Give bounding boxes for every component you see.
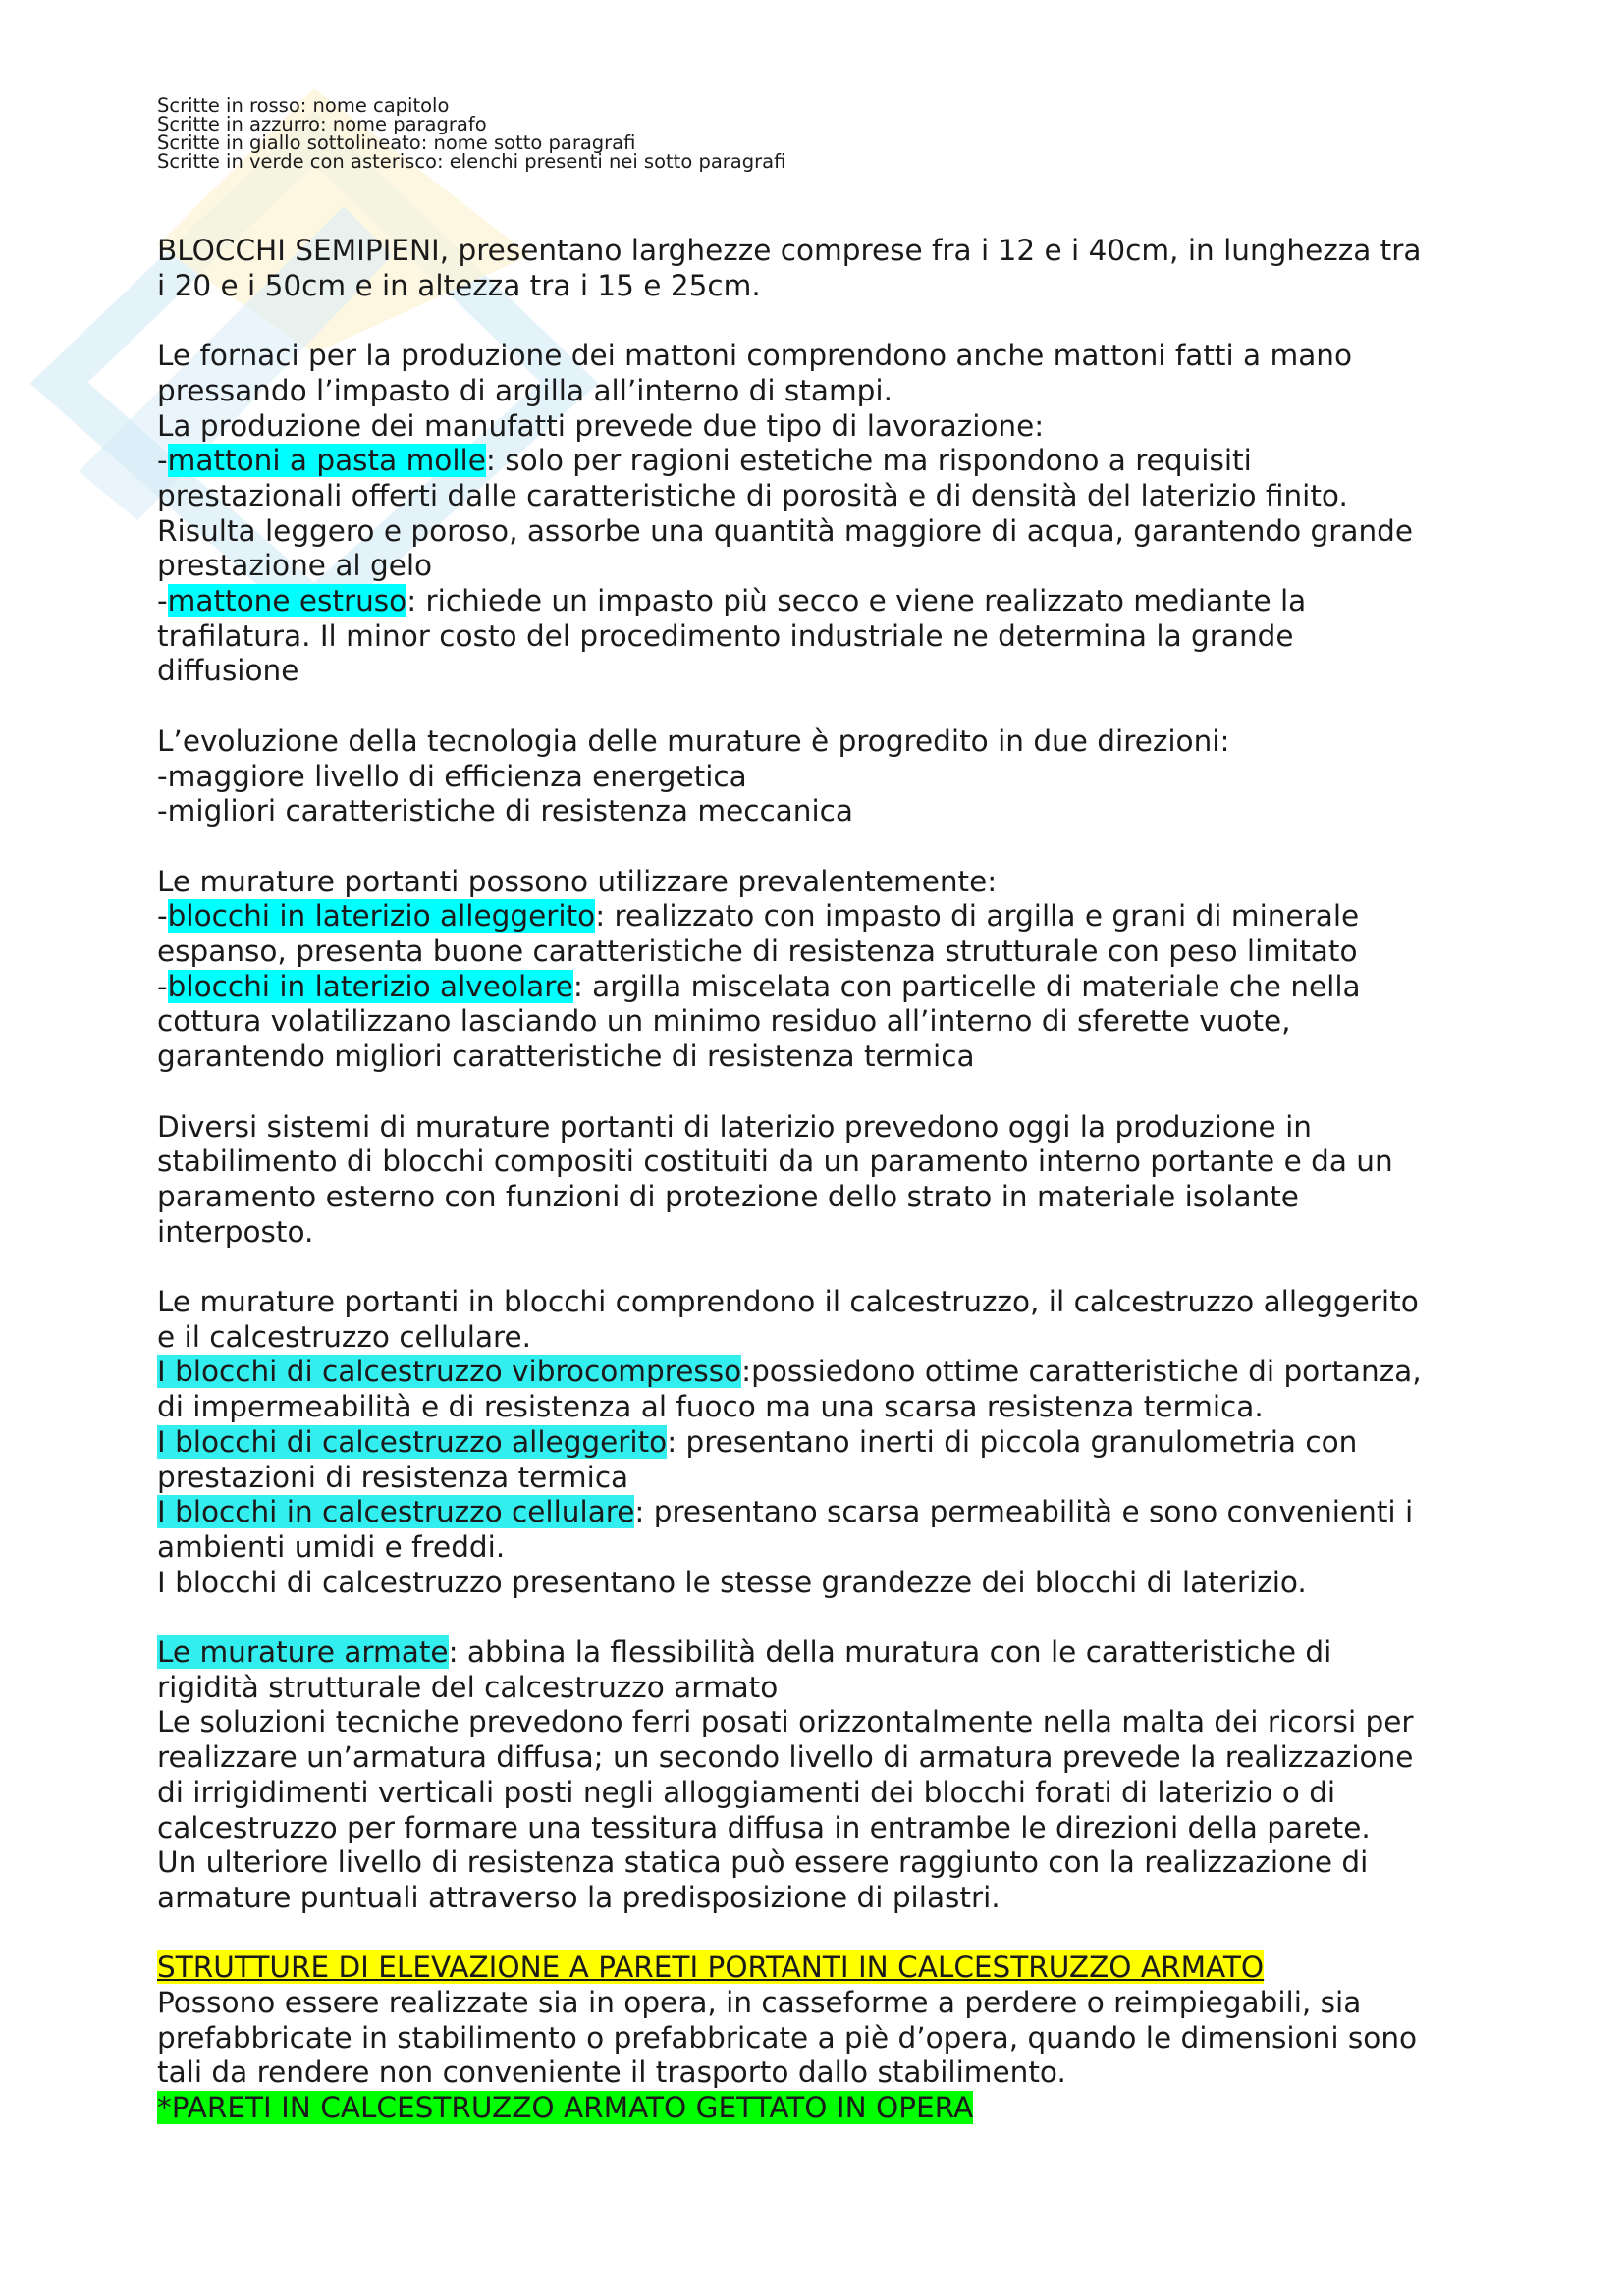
text-line: I blocchi di calcestruzzo alleggerito: presentano inerti di piccola granulometria con: [157, 1424, 1358, 1459]
legend-line-blue: Scritte in azzurro: nome paragrafo: [157, 113, 487, 135]
paragraph-highlight-cls-alleggerito: I blocchi di calcestruzzo alleggerito: [157, 1424, 668, 1459]
text-line: calcestruzzo per formare una tessitura diffusa in entrambe le direzioni della parete.: [157, 1810, 1371, 1844]
text-line: I blocchi in calcestruzzo cellulare: presentano scarsa permeabilità e sono convenienti i: [157, 1495, 1414, 1529]
text-line: i 20 e i 50cm e in altezza tra i 15 e 25cm.: [157, 268, 761, 302]
text-line: [157, 1950, 1532, 1986]
paragraph-highlight-vibrocompresso: I blocchi di calcestruzzo vibrocompresso: [157, 1355, 742, 1389]
paragraph-highlight-alveolare: blocchi in laterizio alveolare: [167, 969, 573, 1003]
color-legend: [157, 96, 785, 171]
text-line: Le murature portanti in blocchi comprendono il calcestruzzo, il calcestruzzo alleggerito: [157, 1285, 1419, 1319]
text-line: Un ulteriore livello di resistenza statica può essere raggiunto con la realizzazione di: [157, 1845, 1369, 1880]
text-line: BLOCCHI SEMIPIENI, presentano larghezze comprese fra i 12 e i 40cm, in lunghezza tra: [157, 234, 1422, 267]
paragraph-highlight-estruso: mattone estruso: [167, 584, 407, 618]
text-line: -migliori caratteristiche di resistenza meccanica: [157, 794, 853, 828]
section-murature-portanti: [157, 865, 1532, 1075]
text-line: prestazione al gelo: [157, 549, 433, 583]
text-line: garantendo migliori caratteristiche di resistenza termica: [157, 1040, 975, 1074]
text-line: rigidità strutturale del calcestruzzo armato: [157, 1670, 779, 1704]
text-line: ambienti umidi e freddi.: [157, 1529, 506, 1564]
section-fornaci: [157, 339, 1532, 689]
text-line: diffusione: [157, 654, 299, 688]
text-line: realizzare un’armatura diffusa; un secondo livello di armatura prevede la realizzazione: [157, 1740, 1414, 1775]
text-line: Risulta leggero e poroso, assorbe una quantità maggiore di acqua, garantendo grande: [157, 513, 1414, 548]
text-line: di irrigidimenti verticali posti negli alloggiamenti dei blocchi forati di laterizio o di: [157, 1775, 1336, 1809]
text-line: prestazioni di resistenza termica: [157, 1460, 629, 1494]
text-line: trafilatura. Il minor costo del procedimento industriale ne determina la grande: [157, 618, 1294, 653]
section-sistemi: [157, 1110, 1532, 1251]
text-line: cottura volatilizzano lasciando un minimo residuo all’interno di sferette vuote,: [157, 1004, 1291, 1039]
paragraph-highlight-murature-armate: Le murature armate: [157, 1635, 449, 1670]
text-line: espanso, presenta buone caratteristiche di resistenza strutturale con peso limitato: [157, 934, 1358, 969]
paragraph-highlight-cellulare: I blocchi in calcestruzzo cellulare: [157, 1495, 635, 1529]
section-blocchi-semipieni: [157, 234, 1532, 303]
paragraph-highlight-pasta-molle: mattoni a pasta molle: [167, 444, 486, 478]
text-line: e il calcestruzzo cellulare.: [157, 1319, 532, 1354]
text-line: -blocchi in laterizio alleggerito: realizzato con impasto di argilla e grani di minerale: [157, 899, 1360, 934]
text-line: Le murature portanti possono utilizzare prevalentemente:: [157, 864, 998, 898]
text-line: -mattone estruso: richiede un impasto più secco e viene realizzato mediante la: [157, 584, 1307, 618]
section-calcestruzzo: [157, 1285, 1532, 1600]
text-line: La produzione dei manufatti prevede due tipo di lavorazione:: [157, 408, 1045, 443]
section-evoluzione: [157, 724, 1532, 829]
text-line: interposto.: [157, 1214, 314, 1249]
text-line: Possono essere realizzate sia in opera, in casseforme a perdere o reimpiegabili, sia: [157, 1986, 1362, 2020]
text-line: I blocchi di calcestruzzo presentano le stesse grandezze dei blocchi di laterizio.: [157, 1565, 1307, 1599]
text-line: -mattoni a pasta molle: solo per ragioni estetiche ma rispondono a requisiti: [157, 444, 1252, 478]
section-murature-armate: [157, 1635, 1532, 1916]
text-line: I blocchi di calcestruzzo vibrocompresso:possiedono ottime caratteristiche di portanza,: [157, 1355, 1422, 1389]
text-line: armature puntuali attraverso la predisposizione di pilastri.: [157, 1880, 1001, 1914]
text-line: di impermeabilità e di resistenza al fuoco ma una scarsa resistenza termica.: [157, 1390, 1264, 1424]
text-line: L’evoluzione della tecnologia delle murature è progredito in due direzioni:: [157, 723, 1230, 758]
paragraph-highlight-alleggerito: blocchi in laterizio alleggerito: [167, 899, 596, 934]
text-line: Le soluzioni tecniche prevedono ferri posati orizzontalmente nella malta dei ricorsi per: [157, 1705, 1414, 1739]
text-line: paramento esterno con funzioni di protezione dello strato in materiale isolante: [157, 1179, 1299, 1213]
text-line: prestazionali offerti dalle caratteristiche di porosità e di densità del laterizio finito.: [157, 478, 1348, 512]
text-line: -maggiore livello di efficienza energetica: [157, 759, 747, 793]
text-line: Le fornaci per la produzione dei mattoni comprendono anche mattoni fatti a mano: [157, 339, 1353, 373]
legend-line-yellow: Scritte in giallo sottolineato: nome sotto paragrafi: [157, 132, 636, 154]
document-body: [157, 234, 1532, 2126]
text-line: stabilimento di blocchi compositi costituiti da un paramento interno portante e da un: [157, 1145, 1393, 1179]
text-line: -blocchi in laterizio alveolare: argilla miscelata con particelle di materiale che nella: [157, 969, 1361, 1003]
text-line: [157, 2091, 1532, 2126]
text-line: Diversi sistemi di murature portanti di laterizio prevedono oggi la produzione in: [157, 1109, 1312, 1144]
legend-line-red: Scritte in rosso: nome capitolo: [157, 94, 450, 117]
legend-line-green: Scritte in verde con asterisco: elenchi presenti nei sotto paragrafi: [157, 150, 786, 173]
list-item-highlight: *PARETI IN CALCESTRUZZO ARMATO GETTATO IN OPERA: [157, 2091, 974, 2125]
text-line: Le murature armate: abbina la flessibilità della muratura con le caratteristiche di: [157, 1635, 1332, 1670]
section-strutture-cls-armato: [157, 1950, 1532, 2126]
text-line: tali da rendere non conveniente il trasporto dallo stabilimento.: [157, 2056, 1066, 2090]
text-line: prefabbricate in stabilimento o prefabbricate a piè d’opera, quando le dimensioni sono: [157, 2020, 1418, 2055]
text-line: pressando l’impasto di argilla all’interno di stampi.: [157, 373, 893, 407]
subparagraph-heading: STRUTTURE DI ELEVAZIONE A PARETI PORTANTI IN CALCESTRUZZO ARMATO: [157, 1950, 1265, 1985]
